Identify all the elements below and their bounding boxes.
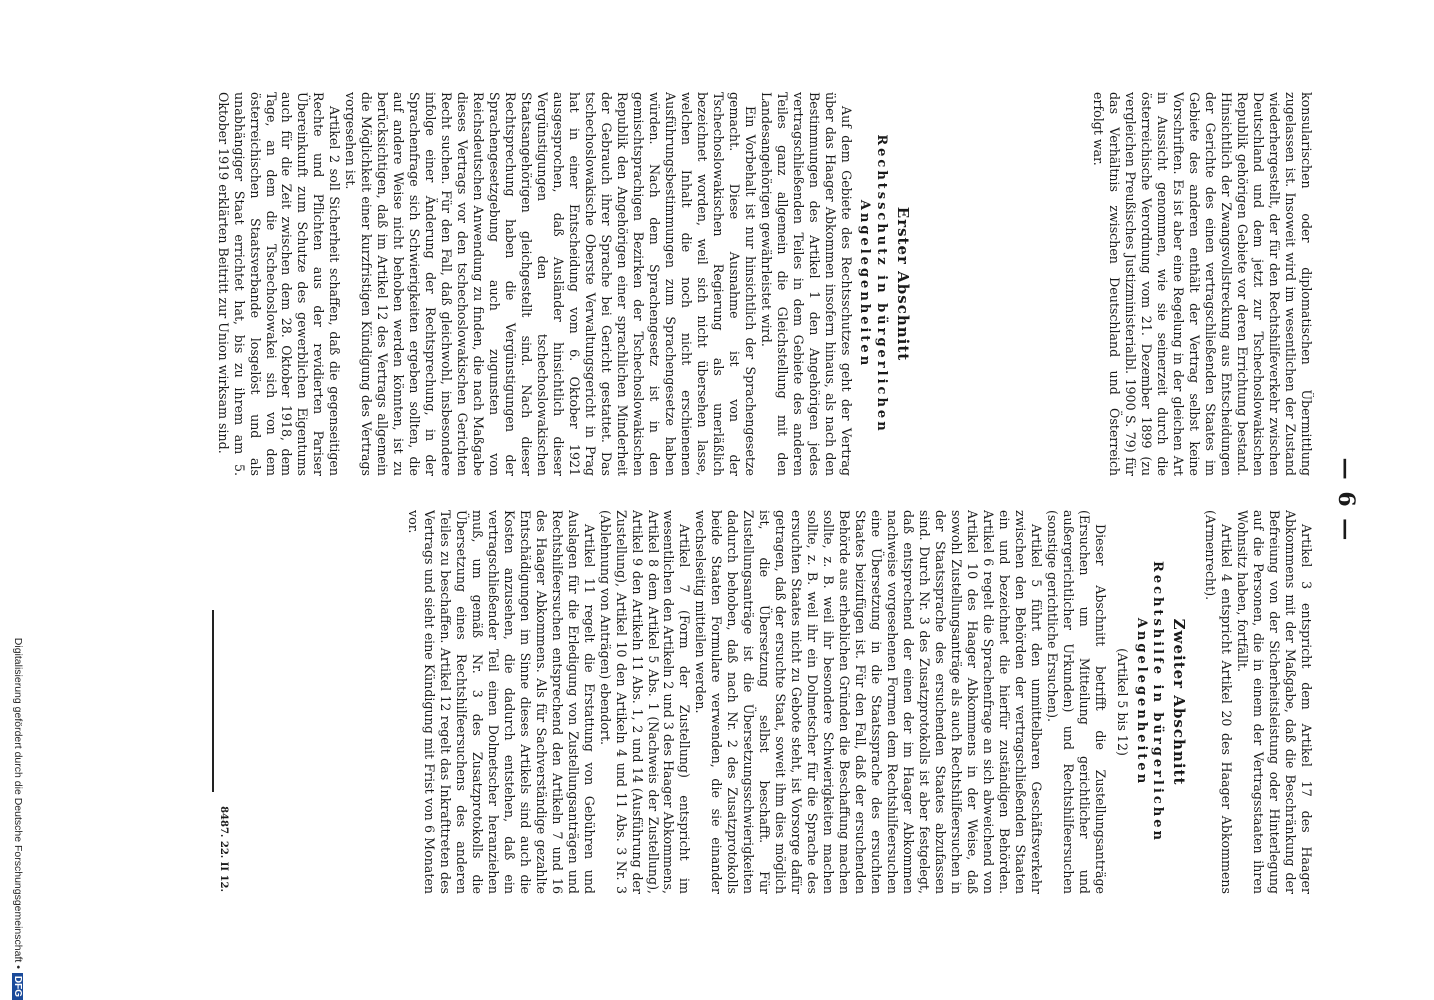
section-subtitle-1: Rechtsschutz in bürgerlichen Angelegenheiten bbox=[857, 134, 889, 434]
paragraph: Artikel 5 führt den unmittelbaren Geschäftsverkehr zwischen den Behörden der vertragschließenden Staaten ein und bezeichnet die hierfür zuständigen Behörden. Artikel 6 regelt die Sprachenfrage an sich abweichend von Artikel 10 des Haager Abkommens in der Weise, daß sowohl Zustellungsanträge als auch Rechtshilfeersuchen in der Staatssprache des ersuchenden Staates abzufassen sind. Durch Nr. 3 des Zusatzprotokolls ist aber festgelegt, daß entsprechend der einen der im Haager Abkommen nachweise vorgesehenen Formen dem Rechtshilfeersuchen eine Übersetzung in die Staatssprache des ersuchten Staates beizufügen ist. Für den Fall, daß der ersuchenden Behörde aus erheblichen Gründen die Beschaffung machen sollte, z. B. weil ihr besondere Schwierigkeiten machen sollte, z. B. weil ihr ein Dolmetscher für die Sprache des ersuchten Staates nicht zu Gebote steht, ist Vorsorge dafür getragen, daß der ersuchte Staat, soweit ihm dies möglich ist, die Übersetzung selbst beschafft. Für Zustellungsanträge ist die Übersetzungsschwierigkeiten dadurch behoben, daß nach Nr. 2 des Zusatzprotokolls beide Staaten Formulare verwenden, die sie einander wechselseitig mitteilen werden. bbox=[693, 510, 1045, 894]
paragraph: Artikel 11 regelt die Erstattung von Gebühren und Auslagen für die Erledigung von Zustellungsanträgen und Rechtshilfeersuchen entsprechend den Artikeln 7 und 16 des Haager Abkommens. Als für Sachverständige gezahlte Entschädigungen im Sinne dieses Artikels sind auch die Kosten anzusehen, die dadurch entstehen, daß ein vertragschließender Teil einen Dolmetscher heranziehen muß, um gemäß Nr. 3 des Zusatzprotokolls die Übersetzung eines Rechtshilfeersuchens des anderen Teiles zu beschaffen. Artikel 12 regelt das Inkrafttreten des Vertrags und sieht eine Kündigung mit Frist von 6 Monaten vor. bbox=[405, 510, 597, 894]
dfg-logo: DFG bbox=[13, 973, 24, 1000]
left-column bbox=[126, 92, 926, 476]
section-title-2: Zweiter Abschnitt bbox=[1170, 618, 1189, 786]
print-code: 8487. 22. II 12. bbox=[218, 806, 229, 892]
section-range: (Artikel 5 bis 12) bbox=[1115, 648, 1131, 756]
paragraph: Artikel 2 soll Sicherheit schaffen, daß die gegenseitigen Rechte und Pflichten aus der revidierten Pariser Übereinkunft zum Schutze des gewerblichen Eigentums auch für die Zeit zwischen dem 28. Oktober 1918, dem Tage, an dem die Tschechoslowakei sich von dem österreichischen Staatsverbande losgelöst und als unabhängiger Staat errichtet hat, bis zu ihrem am 5. Oktober 1919 erklärten Beitritt zur Union wirksam sind. bbox=[215, 92, 343, 476]
paragraph: konsularischen oder diplomatischen Übermittlung zugelassen ist. Insoweit wird im wesentlichen der Zustand wiederhergestellt, der für den Rechtshilfeverkehr zwischen Deutschland und dem jetzt zur Tschechoslowakischen Republik gehörigen Gebiete vor deren Errichtung bestand. Hinsichtlich der Zwangsvollstreckung aus Entscheidungen der Gerichte des einen vertragschließenden Staates im Gebiete des anderen enthält der Vertrag selbst keine Vorschriften. Es ist aber eine Regelung in der gleichen Art in Aussicht genommen, wie sie seinerzeit durch die österreichische Verordnung vom 21. Dezember 1899 (zu vergleichen Preußisches Justizministerialbl. 1900 S. 79) für das Verhältnis zwischen Deutschland und Österreich erfolgt war. bbox=[1091, 92, 1314, 476]
paragraph: Dieser Abschnitt betrifft die Zustellungsanträge (Ersuchen um Mitteilung gerichtlicher und außergerichtlicher Urkunden) und Rechtshilfeersuchen (sonstige gerichtliche Ersuchen). bbox=[1045, 510, 1109, 894]
digitization-credit bbox=[10, 0, 26, 1000]
paragraph: Ein Vorbehalt ist nur hinsichtlich der Sprachengesetze gemacht. Diese Ausnahme ist von der Tschechoslowakischen Regierung als unerläßlich bezeichnet worden, weil sich nicht übersehen lasse, welchen Inhalt die noch nicht erschienenen Ausführungsbestimmungen zum Sprachengesetze haben würden. Nach dem Sprachengesetz ist in den gemischtsprachigen Bezirken der Tschechoslowakischen Republik den Angehörigen einer sprachlichen Minderheit der Gebrauch ihrer Sprache bei Gericht gestattet. Das tschechoslowakische Oberste Verwaltungsgericht in Prag hat in einer Entscheidung vom 6. Oktober 1921 ausgesprochen, daß Ausländer hinsichtlich dieser Vergünstigungen den tschechoslowakischen Staatsangehörigen gleichgestellt sind. Nach dieser Rechtsprechung haben die Vergünstigungen der Sprachengesetzgebung auch zugunsten von Reichsdeutschen Anwendung zu finden, die nach Maßgabe dieses Vertrags vor den tschechoslowakischen Gerichten Recht suchen. Für den Fall, daß gleichwohl, insbesondere infolge einer Änderung der Rechtsprechung, in der Sprachenfrage sich Schwierigkeiten ergeben sollten, die auf andere Weise nicht behoben werden könnten, ist zu berücksichtigen, daß im Artikel 12 des Vertrags allgemein die Möglichkeit einer kurzfristigen Kündigung des Vertrags vorgesehen ist. bbox=[343, 92, 759, 476]
end-divider bbox=[212, 610, 214, 792]
paragraph: Artikel 7 (Form der Zustellung) entspricht im wesentlichen den Artikeln 2 und 3 des Haager Abkommens, Artikel 8 dem Artikel 5 Abs. 1 (Nachweis der Zustellung), Artikel 9 den Artikeln 11 Abs. 1, 2 und 14 (Ausführung der Zustellung), Artikel 10 den Artikeln 4 und 11 Abs. 3 Nr. 3 (Ablehnung von Anträgen) ebendort. bbox=[597, 510, 693, 894]
page-header: — 6 — bbox=[1333, 457, 1359, 543]
paragraph: Auf dem Gebiete des Rechtsschutzes geht der Vertrag über das Haager Abkommen insofern hinaus, als nach den Bestimmungen des Artikel 1 den Angehörigen jedes vertragschließenden Teiles in dem Gebiete des anderen Teiles ganz allgemein die Gleichstellung mit den Landesangehörigen gewährleistet wird. bbox=[759, 92, 854, 476]
right-column bbox=[274, 510, 1314, 894]
section-title-1: Erster Abschnitt bbox=[894, 206, 912, 362]
left-column-intro bbox=[1069, 92, 1314, 476]
paragraph: Artikel 3 entspricht dem Artikel 17 des Haager Abkommens mit der Maßgabe, daß die Beschränkung der Befreiung von der Sicherheitsleistung oder Hinterlegung auf die Personen, die in einem der Vertragsstaaten ihren Wohnsitz haben, fortfällt. bbox=[1235, 510, 1314, 894]
section-subtitle-2: Rechtshilfe in bürgerlichen Angelegenheiten bbox=[1133, 561, 1166, 843]
credit-text: Digitalisierung gefördert durch die Deutsche Forschungsgemeinschaft • bbox=[12, 637, 24, 969]
paragraph: Artikel 4 entspricht Artikel 20 des Haager Abkommens (Armenrecht). bbox=[1203, 510, 1235, 894]
